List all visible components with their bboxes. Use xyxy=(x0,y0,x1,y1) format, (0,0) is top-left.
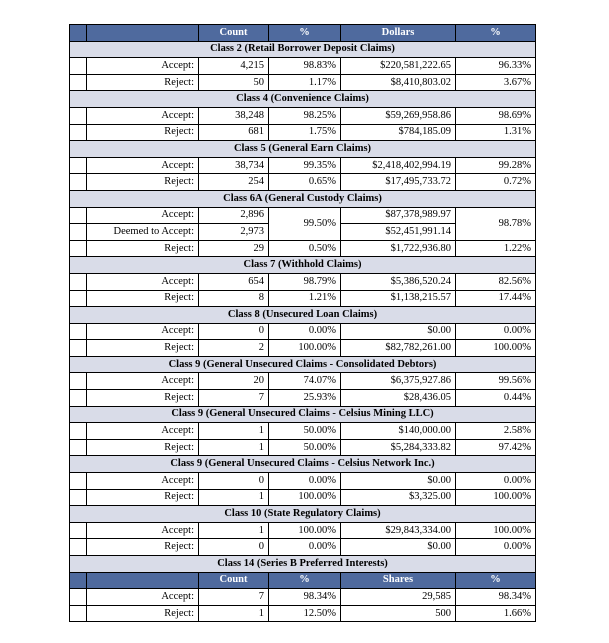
class-title-row xyxy=(70,190,536,207)
class-title: Class 9 (General Unsecured Claims - Celsius Mining LLC) xyxy=(70,406,536,423)
vote-count: 1 xyxy=(199,605,269,622)
vote-shares: 500 xyxy=(341,605,456,622)
row-spacer xyxy=(70,340,87,357)
vote-count: 1 xyxy=(199,439,269,456)
row-spacer xyxy=(70,539,87,556)
vote-label: Accept: xyxy=(87,323,199,340)
vote-dollars: $5,386,520.24 xyxy=(341,273,456,290)
table-row xyxy=(70,340,536,357)
vote-dollars-percent: 2.58% xyxy=(456,423,536,440)
vote-dollars-percent: 97.42% xyxy=(456,439,536,456)
vote-dollars: $220,581,222.65 xyxy=(341,58,456,75)
table-row xyxy=(70,423,536,440)
vote-count: 0 xyxy=(199,539,269,556)
class14-header-row xyxy=(70,572,536,589)
table-row xyxy=(70,373,536,390)
row-spacer xyxy=(70,74,87,91)
vote-percent: 74.07% xyxy=(269,373,341,390)
voting-results-table xyxy=(69,24,536,622)
vote-dollars: $8,410,803.02 xyxy=(341,74,456,91)
vote-dollars-percent: 1.22% xyxy=(456,240,536,257)
vote-dollars: $1,138,215.57 xyxy=(341,290,456,307)
vote-percent: 0.50% xyxy=(269,240,341,257)
vote-percent-combined: 99.50% xyxy=(269,207,341,240)
vote-label: Reject: xyxy=(87,290,199,307)
vote-percent: 0.00% xyxy=(269,539,341,556)
header-blank xyxy=(87,572,199,589)
table-row xyxy=(70,207,536,224)
vote-label: Reject: xyxy=(87,124,199,141)
vote-count: 50 xyxy=(199,74,269,91)
class-title-row xyxy=(70,41,536,58)
vote-dollars: $5,284,333.82 xyxy=(341,439,456,456)
vote-percent: 1.21% xyxy=(269,290,341,307)
vote-dollars: $2,418,402,994.19 xyxy=(341,157,456,174)
vote-label: Reject: xyxy=(87,539,199,556)
class-title: Class 10 (State Regulatory Claims) xyxy=(70,506,536,523)
vote-dollars-percent: 1.31% xyxy=(456,124,536,141)
vote-dollars-percent: 17.44% xyxy=(456,290,536,307)
class-title-row xyxy=(70,556,536,573)
vote-label: Accept: xyxy=(87,207,199,224)
table-row xyxy=(70,157,536,174)
header-percent: % xyxy=(269,572,341,589)
table-header-row xyxy=(70,25,536,42)
vote-count: 29 xyxy=(199,240,269,257)
vote-dollars-percent: 99.28% xyxy=(456,157,536,174)
vote-percent: 98.34% xyxy=(269,589,341,606)
vote-label: Reject: xyxy=(87,390,199,407)
vote-percent: 98.83% xyxy=(269,58,341,75)
vote-label: Accept: xyxy=(87,589,199,606)
vote-count: 38,734 xyxy=(199,157,269,174)
vote-dollars: $0.00 xyxy=(341,323,456,340)
class-title: Class 7 (Withhold Claims) xyxy=(70,257,536,274)
class-title-row xyxy=(70,356,536,373)
table-row xyxy=(70,589,536,606)
header-count: Count xyxy=(199,572,269,589)
vote-percent: 100.00% xyxy=(269,522,341,539)
vote-percent: 98.79% xyxy=(269,273,341,290)
vote-count: 654 xyxy=(199,273,269,290)
class-title: Class 5 (General Earn Claims) xyxy=(70,141,536,158)
vote-shares-percent: 1.66% xyxy=(456,605,536,622)
vote-percent: 98.25% xyxy=(269,107,341,124)
row-spacer xyxy=(70,489,87,506)
table-row xyxy=(70,605,536,622)
table-row xyxy=(70,107,536,124)
row-spacer xyxy=(70,174,87,191)
vote-dollars: $0.00 xyxy=(341,473,456,490)
class-title-row xyxy=(70,141,536,158)
vote-label: Reject: xyxy=(87,605,199,622)
row-spacer xyxy=(70,273,87,290)
voting-results-body xyxy=(70,25,536,622)
vote-dollars-percent: 0.00% xyxy=(456,539,536,556)
table-row xyxy=(70,323,536,340)
vote-count: 681 xyxy=(199,124,269,141)
table-row xyxy=(70,124,536,141)
table-row xyxy=(70,290,536,307)
vote-shares-percent: 98.34% xyxy=(456,589,536,606)
vote-percent: 100.00% xyxy=(269,340,341,357)
vote-dollars: $0.00 xyxy=(341,539,456,556)
vote-percent: 12.50% xyxy=(269,605,341,622)
vote-count: 0 xyxy=(199,323,269,340)
vote-percent: 99.35% xyxy=(269,157,341,174)
vote-count: 1 xyxy=(199,522,269,539)
vote-count: 7 xyxy=(199,390,269,407)
vote-percent: 0.65% xyxy=(269,174,341,191)
class-title: Class 4 (Convenience Claims) xyxy=(70,91,536,108)
vote-label: Accept: xyxy=(87,107,199,124)
vote-percent: 50.00% xyxy=(269,439,341,456)
vote-dollars-percent: 100.00% xyxy=(456,489,536,506)
table-row xyxy=(70,390,536,407)
header-blank xyxy=(70,572,87,589)
vote-count: 2 xyxy=(199,340,269,357)
class-title: Class 2 (Retail Borrower Deposit Claims) xyxy=(70,41,536,58)
vote-label: Reject: xyxy=(87,439,199,456)
vote-dollars: $59,269,958.86 xyxy=(341,107,456,124)
vote-label: Reject: xyxy=(87,74,199,91)
vote-percent: 50.00% xyxy=(269,423,341,440)
vote-percent: 1.75% xyxy=(269,124,341,141)
vote-dollars: $6,375,927.86 xyxy=(341,373,456,390)
vote-dollars: $784,185.09 xyxy=(341,124,456,141)
vote-dollars-percent: 0.00% xyxy=(456,473,536,490)
table-row xyxy=(70,439,536,456)
header-count: Count xyxy=(199,25,269,42)
vote-dollars-percent: 3.67% xyxy=(456,74,536,91)
vote-label: Accept: xyxy=(87,473,199,490)
row-spacer xyxy=(70,390,87,407)
vote-count: 8 xyxy=(199,290,269,307)
class-title-row xyxy=(70,506,536,523)
row-spacer xyxy=(70,439,87,456)
header-shares: Shares xyxy=(341,572,456,589)
vote-dollars-percent: 98.69% xyxy=(456,107,536,124)
row-spacer xyxy=(70,522,87,539)
class-title: Class 8 (Unsecured Loan Claims) xyxy=(70,307,536,324)
row-spacer xyxy=(70,58,87,75)
vote-dollars-percent: 0.72% xyxy=(456,174,536,191)
vote-count: 7 xyxy=(199,589,269,606)
header-dollars-percent: % xyxy=(456,25,536,42)
vote-dollars: $82,782,261.00 xyxy=(341,340,456,357)
vote-count: 4,215 xyxy=(199,58,269,75)
vote-dollars-percent: 100.00% xyxy=(456,340,536,357)
vote-dollars: $17,495,733.72 xyxy=(341,174,456,191)
vote-label: Accept: xyxy=(87,273,199,290)
vote-percent: 25.93% xyxy=(269,390,341,407)
vote-count: 20 xyxy=(199,373,269,390)
vote-dollars: $28,436.05 xyxy=(341,390,456,407)
table-row xyxy=(70,489,536,506)
row-spacer xyxy=(70,290,87,307)
header-percent: % xyxy=(269,25,341,42)
vote-percent: 0.00% xyxy=(269,473,341,490)
table-row xyxy=(70,174,536,191)
vote-label: Accept: xyxy=(87,522,199,539)
vote-percent: 0.00% xyxy=(269,323,341,340)
header-blank xyxy=(70,25,87,42)
row-spacer xyxy=(70,224,87,241)
row-spacer xyxy=(70,473,87,490)
table-row xyxy=(70,522,536,539)
class-title: Class 9 (General Unsecured Claims - Celsius Network Inc.) xyxy=(70,456,536,473)
vote-dollars: $3,325.00 xyxy=(341,489,456,506)
vote-count: 2,973 xyxy=(199,224,269,241)
vote-dollars-percent: 100.00% xyxy=(456,522,536,539)
class-title: Class 6A (General Custody Claims) xyxy=(70,190,536,207)
vote-label: Accept: xyxy=(87,373,199,390)
vote-label: Accept: xyxy=(87,157,199,174)
row-spacer xyxy=(70,207,87,224)
vote-count: 254 xyxy=(199,174,269,191)
vote-dollars: $52,451,991.14 xyxy=(341,224,456,241)
table-row xyxy=(70,74,536,91)
vote-dollars-percent: 0.00% xyxy=(456,323,536,340)
row-spacer xyxy=(70,373,87,390)
class-title-row xyxy=(70,406,536,423)
vote-dollars-percent: 82.56% xyxy=(456,273,536,290)
vote-dollars: $140,000.00 xyxy=(341,423,456,440)
table-row xyxy=(70,58,536,75)
header-shares-percent: % xyxy=(456,572,536,589)
vote-dollars: $1,722,936.80 xyxy=(341,240,456,257)
vote-count: 2,896 xyxy=(199,207,269,224)
row-spacer xyxy=(70,423,87,440)
row-spacer xyxy=(70,157,87,174)
vote-dollars: $87,378,989.97 xyxy=(341,207,456,224)
class-title-row xyxy=(70,307,536,324)
row-spacer xyxy=(70,124,87,141)
vote-percent: 1.17% xyxy=(269,74,341,91)
vote-label: Reject: xyxy=(87,340,199,357)
header-dollars: Dollars xyxy=(341,25,456,42)
vote-count: 0 xyxy=(199,473,269,490)
row-spacer xyxy=(70,240,87,257)
vote-count: 1 xyxy=(199,489,269,506)
vote-label: Reject: xyxy=(87,174,199,191)
row-spacer xyxy=(70,605,87,622)
vote-dollars-percent: 99.56% xyxy=(456,373,536,390)
vote-label: Reject: xyxy=(87,240,199,257)
table-row xyxy=(70,273,536,290)
vote-dollars-percent: 0.44% xyxy=(456,390,536,407)
class-title-row xyxy=(70,456,536,473)
vote-dollars-percent: 96.33% xyxy=(456,58,536,75)
table-row xyxy=(70,539,536,556)
row-spacer xyxy=(70,589,87,606)
vote-label: Reject: xyxy=(87,489,199,506)
table-row xyxy=(70,240,536,257)
vote-percent: 100.00% xyxy=(269,489,341,506)
vote-count: 38,248 xyxy=(199,107,269,124)
vote-count: 1 xyxy=(199,423,269,440)
vote-shares: 29,585 xyxy=(341,589,456,606)
row-spacer xyxy=(70,323,87,340)
class-title: Class 9 (General Unsecured Claims - Consolidated Debtors) xyxy=(70,356,536,373)
class-title-row xyxy=(70,257,536,274)
row-spacer xyxy=(70,107,87,124)
header-blank xyxy=(87,25,199,42)
class-title: Class 14 (Series B Preferred Interests) xyxy=(70,556,536,573)
vote-dollars-percent-combined: 98.78% xyxy=(456,207,536,240)
vote-label: Accept: xyxy=(87,423,199,440)
table-row xyxy=(70,473,536,490)
class-title-row xyxy=(70,91,536,108)
vote-label: Deemed to Accept: xyxy=(87,224,199,241)
vote-dollars: $29,843,334.00 xyxy=(341,522,456,539)
vote-label: Accept: xyxy=(87,58,199,75)
